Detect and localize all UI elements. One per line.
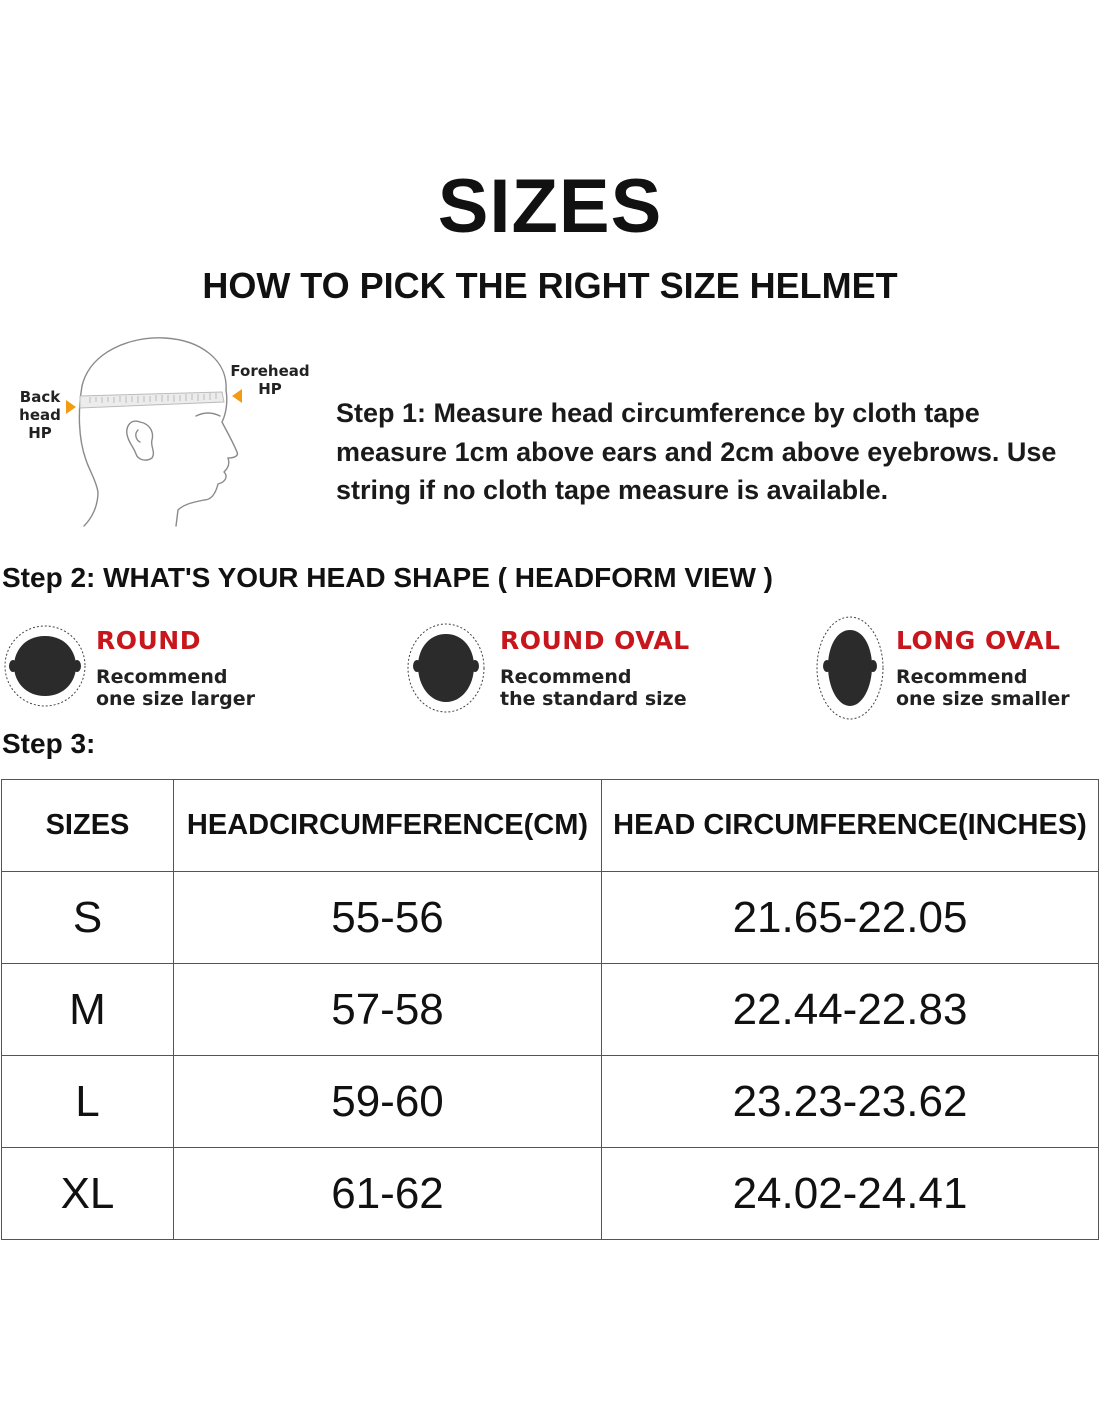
table-row <box>2 872 1099 964</box>
column-header-inches: HEAD CIRCUMFERENCE(INCHES) <box>602 780 1099 872</box>
round-head-icon <box>0 622 90 718</box>
back-head-marker-icon <box>66 400 76 414</box>
table-row <box>2 1056 1099 1148</box>
forehead-label: Forehead HP <box>230 362 310 398</box>
cm-cell: 57-58 <box>174 964 602 1056</box>
step3-heading: Step 3: <box>2 728 96 759</box>
shape-recommend-line1: Recommend <box>96 666 228 688</box>
shape-recommend-line2: one size larger <box>96 688 256 710</box>
inches-cell: 21.65-22.05 <box>602 872 1099 964</box>
size-cell: XL <box>2 1148 174 1240</box>
inches-cell: 24.02-24.41 <box>602 1148 1099 1240</box>
head-shape-long-oval <box>812 614 1098 722</box>
step1-instructions: Step 1: Measure head circumference by cloth tape measure 1cm above ears and 2cm above eyebrows. Use string if no cloth tape measure is available. <box>336 398 1057 505</box>
column-header-cm: HEADCIRCUMFERENCE(CM) <box>174 780 602 872</box>
size-cell: S <box>2 872 174 964</box>
cm-cell: 61-62 <box>174 1148 602 1240</box>
tape-measure <box>80 392 224 408</box>
shape-name: ROUND OVAL <box>500 626 690 655</box>
head-shape-round <box>0 622 380 718</box>
inches-cell: 22.44-22.83 <box>602 964 1099 1056</box>
head-shape-round-oval <box>404 622 794 718</box>
shape-recommend-line2: one size smaller <box>896 688 1070 710</box>
size-cell: M <box>2 964 174 1056</box>
table-header-row <box>2 780 1099 872</box>
table-row <box>2 964 1099 1056</box>
step2-heading: Step 2: WHAT'S YOUR HEAD SHAPE ( HEADFORM VIEW ) <box>2 562 773 593</box>
column-header-sizes: SIZES <box>2 780 174 872</box>
shape-recommend-line2: the standard size <box>500 688 687 710</box>
page-title: SIZES <box>437 164 663 249</box>
round-oval-head-icon <box>404 622 494 718</box>
size-chart-table <box>1 779 1099 1240</box>
shape-recommend-line1: Recommend <box>500 666 632 688</box>
inches-cell: 23.23-23.62 <box>602 1056 1099 1148</box>
shape-recommend-line1: Recommend <box>896 666 1028 688</box>
table-row <box>2 1148 1099 1240</box>
long-oval-head-icon <box>812 614 892 722</box>
back-head-label: Back head HP <box>19 388 61 442</box>
shape-name: ROUND <box>96 626 201 655</box>
size-cell: L <box>2 1056 174 1148</box>
shape-name: LONG OVAL <box>896 626 1061 655</box>
page-subtitle: HOW TO PICK THE RIGHT SIZE HELMET <box>202 265 898 306</box>
cm-cell: 55-56 <box>174 872 602 964</box>
cm-cell: 59-60 <box>174 1056 602 1148</box>
